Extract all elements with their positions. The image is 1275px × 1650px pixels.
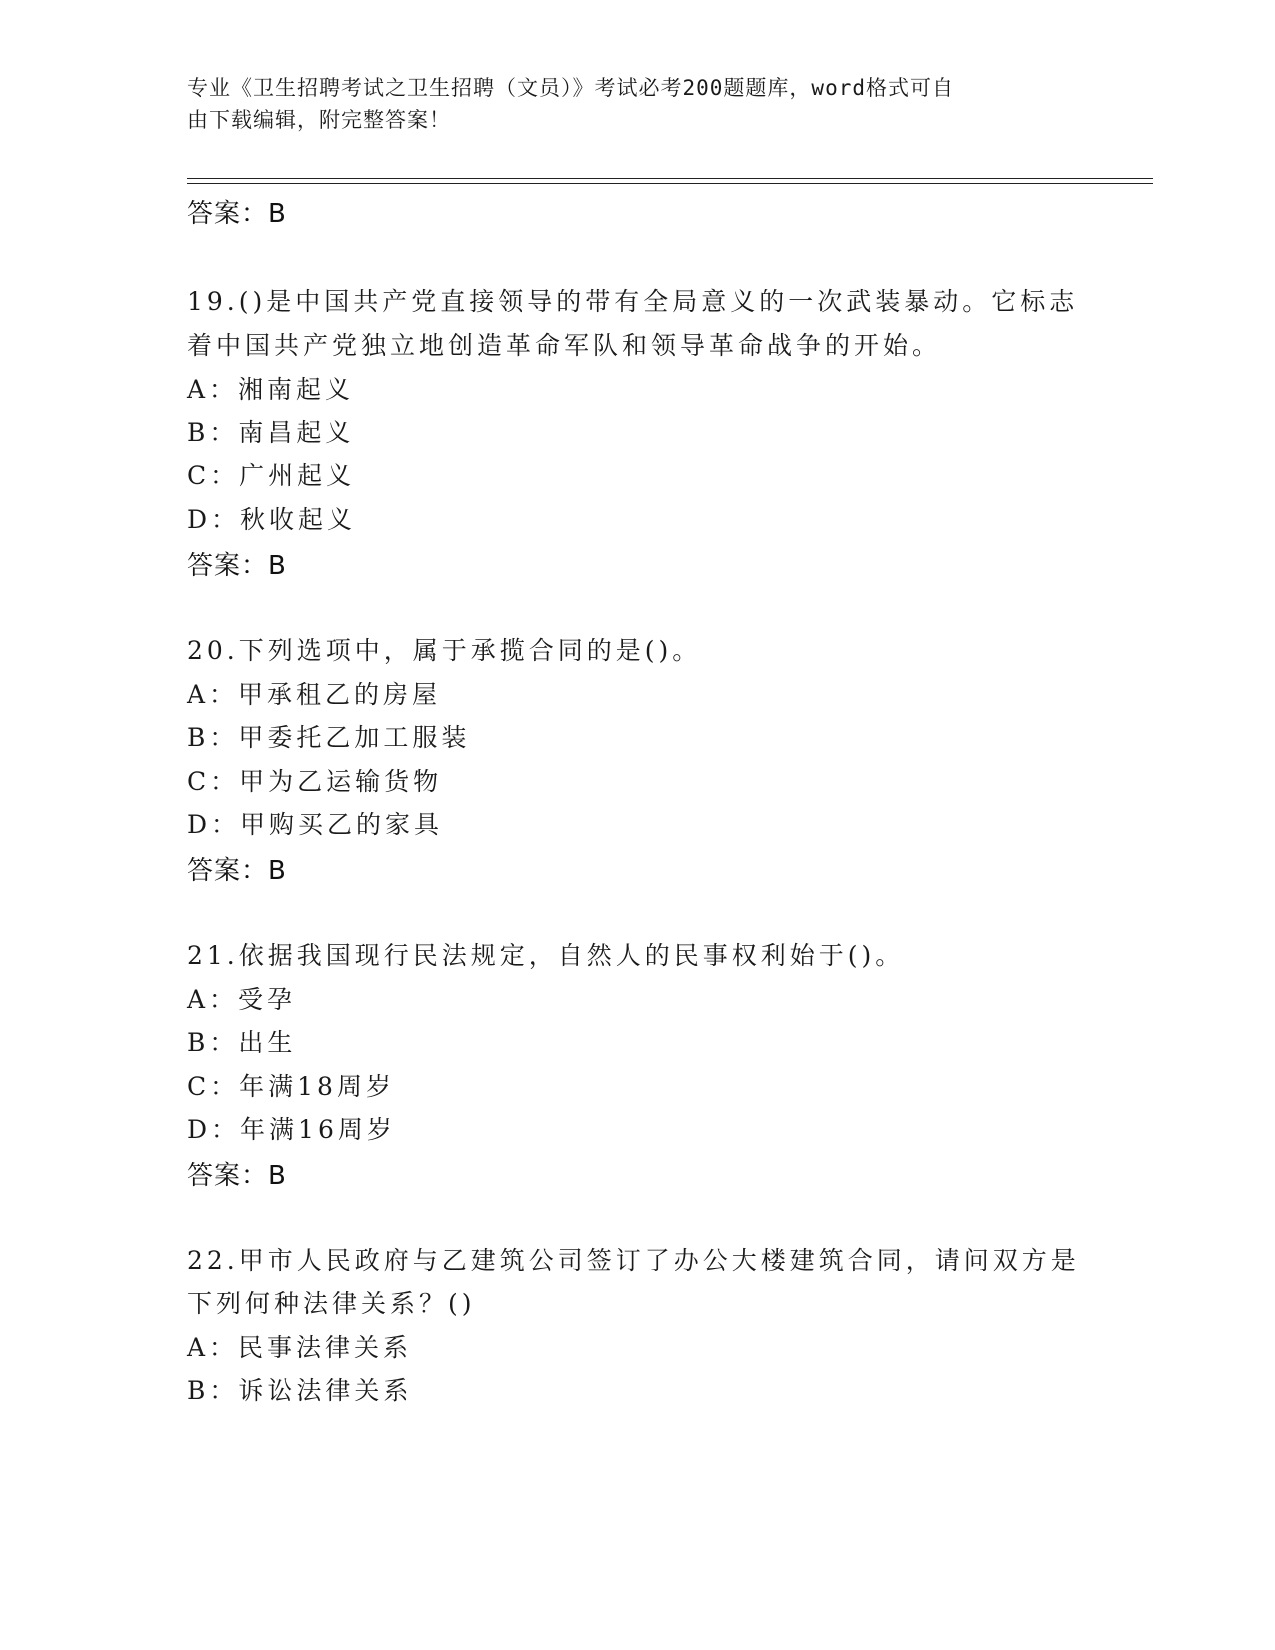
header-line-1: 专业《卫生招聘考试之卫生招聘（文员）》考试必考200题题库，word格式可自: [187, 76, 954, 100]
question-21-option-b: B：出生: [187, 1028, 297, 1057]
question-19-stem-line-2: 着中国共产党独立地创造革命军队和领导革命战争的开始。: [187, 331, 942, 360]
header-line-2: 由下载编辑，附完整答案！: [187, 108, 451, 132]
question-19-option-d: D：秋收起义: [187, 505, 357, 534]
header-divider-top: [187, 178, 1153, 179]
question-21-option-d: D：年满16周岁: [187, 1115, 396, 1144]
question-20-option-c: C：甲为乙运输货物: [187, 767, 443, 796]
question-22-stem-line-2: 下列何种法律关系？(): [187, 1289, 476, 1318]
question-22-stem-line-1: 22.甲市人民政府与乙建筑公司签订了办公大楼建筑合同，请问双方是: [187, 1246, 1080, 1275]
question-21-stem-line-1: 21.依据我国现行民法规定，自然人的民事权利始于()。: [187, 941, 905, 970]
question-19-option-b: B：南昌起义: [187, 418, 355, 447]
question-20-option-a: A：甲承租乙的房屋: [187, 680, 442, 709]
question-20-option-b: B：甲委托乙加工服装: [187, 723, 471, 752]
question-22-option-b: B：诉讼法律关系: [187, 1376, 413, 1405]
answer-label: 答案：B: [187, 199, 287, 229]
question-21-option-c: C：年满18周岁: [187, 1072, 395, 1101]
question-19-option-c: C：广州起义: [187, 461, 356, 490]
question-19-stem-line-1: 19.()是中国共产党直接领导的带有全局意义的一次武装暴动。它标志: [187, 287, 1079, 316]
question-19-answer: 答案：B: [187, 551, 287, 581]
question-22-option-a: A：民事法律关系: [187, 1333, 413, 1362]
header-divider-bottom: [187, 183, 1153, 184]
question-21-option-a: A：受孕: [187, 985, 297, 1014]
question-19-option-a: A：湘南起义: [187, 375, 355, 404]
document-header: [187, 72, 1067, 136]
question-20-answer: 答案：B: [187, 856, 287, 886]
question-20-option-d: D：甲购买乙的家具: [187, 810, 444, 839]
question-21-answer: 答案：B: [187, 1161, 287, 1191]
question-20-stem-line-1: 20.下列选项中，属于承揽合同的是()。: [187, 636, 702, 665]
